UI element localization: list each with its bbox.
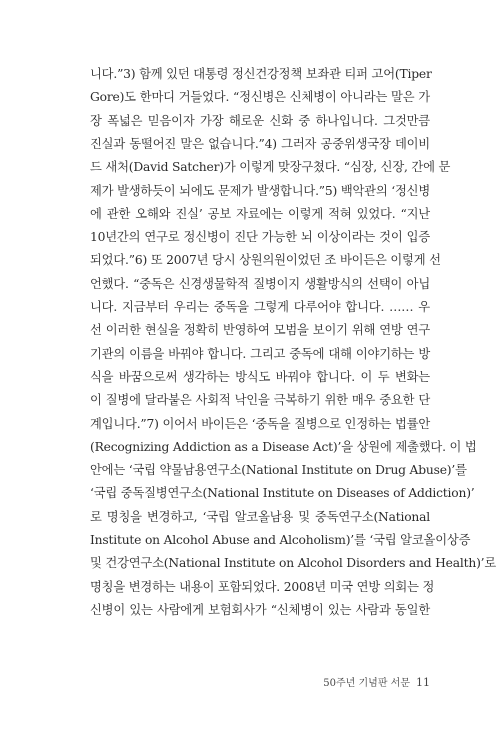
running-title: 50주년 기념판 서문 <box>323 678 410 689</box>
text-line: 계입니다.”7) 이어서 바이든은 ‘중독을 질병으로 인정하는 법률안 <box>90 416 430 431</box>
text-line: 신병이 있는 사람에게 보험회사가 “신체병이 있는 사람과 동일한 <box>90 602 430 617</box>
text-line: 식을 바꿈으로써 생각하는 방식도 바꿔야 합니다. 이 두 변화는 <box>90 369 430 384</box>
text-line: Gore)도 한마디 거들었다. “정신병은 신체병이 아니라는 말은 가 <box>90 90 430 105</box>
text-line: 이 질병에 달라붙은 사회적 낙인을 극복하기 위한 매우 중요한 단 <box>90 393 430 408</box>
text-line: 명칭을 변경하는 내용이 포함되었다. 2008년 미국 연방 의회는 정 <box>90 579 435 594</box>
text-line: 및 건강연구소(National Institute on Alcohol Disorders and Health)’로 <box>90 556 497 571</box>
text-line: 안에는 ‘국립 약물남용연구소(National Institute on Drug Abuse)’를 <box>90 463 467 478</box>
text-line: 되었다.”6) 또 2007년 당시 상원의원이었던 조 바이든은 이렇게 선 <box>90 253 441 268</box>
text-line: 로 명칭을 변경하고, ‘국립 알코올남용 및 중독연구소(National <box>90 509 430 524</box>
text-line: 장 폭넓은 믿음이자 가장 해로운 신화 중 하나입니다. 그것만큼 <box>90 113 430 128</box>
text-line: 기관의 이름을 바꿔야 합니다. 그리고 중독에 대해 이야기하는 방 <box>90 346 430 361</box>
text-line: 진실과 동떨어진 말은 없습니다.”4) 그러자 공중위생국장 데이비 <box>90 136 430 151</box>
text-line: Institute on Alcohol Abuse and Alcoholism)’를 ‘국립 알코올이상증 <box>90 533 471 547</box>
text-line: 드 새처(David Satcher)가 이렇게 맞장구쳤다. “심장, 신장, 간에 문 <box>90 160 451 175</box>
text-line: 에 관한 오해와 진실’ 공보 자료에는 이렇게 적혀 있었다. “지난 <box>90 206 430 221</box>
text-line: 10년간의 연구로 정신병이 진단 가능한 뇌 이상이라는 것이 입증 <box>90 230 430 245</box>
page-number: 11 <box>416 676 430 689</box>
text-line: ‘국립 중독질병연구소(National Institute on Diseases of Addiction)’ <box>90 486 475 501</box>
text-line: (Recognizing Addiction as a Disease Act)’을 상원에 제출했다. 이 법 <box>90 439 477 454</box>
text-line: 제가 발생하듯이 뇌에도 문제가 발생합니다.”5) 백악관의 ‘정신병 <box>90 183 430 198</box>
text-line: 니다.”3) 함께 있던 대통령 정신건강정책 보좌관 티퍼 고어(Tiper <box>90 67 432 81</box>
text-line: 언했다. “중독은 신경생물학적 질병이지 생활방식의 선택이 아닙 <box>90 276 430 291</box>
text-line: 니다. 지금부터 우리는 중독을 그렇게 다루어야 합니다. …… 우 <box>90 300 430 314</box>
text-line: 선 이러한 현실을 정확히 반영하여 모범을 보이기 위해 연방 연구 <box>90 323 430 338</box>
page-footer <box>290 674 430 689</box>
